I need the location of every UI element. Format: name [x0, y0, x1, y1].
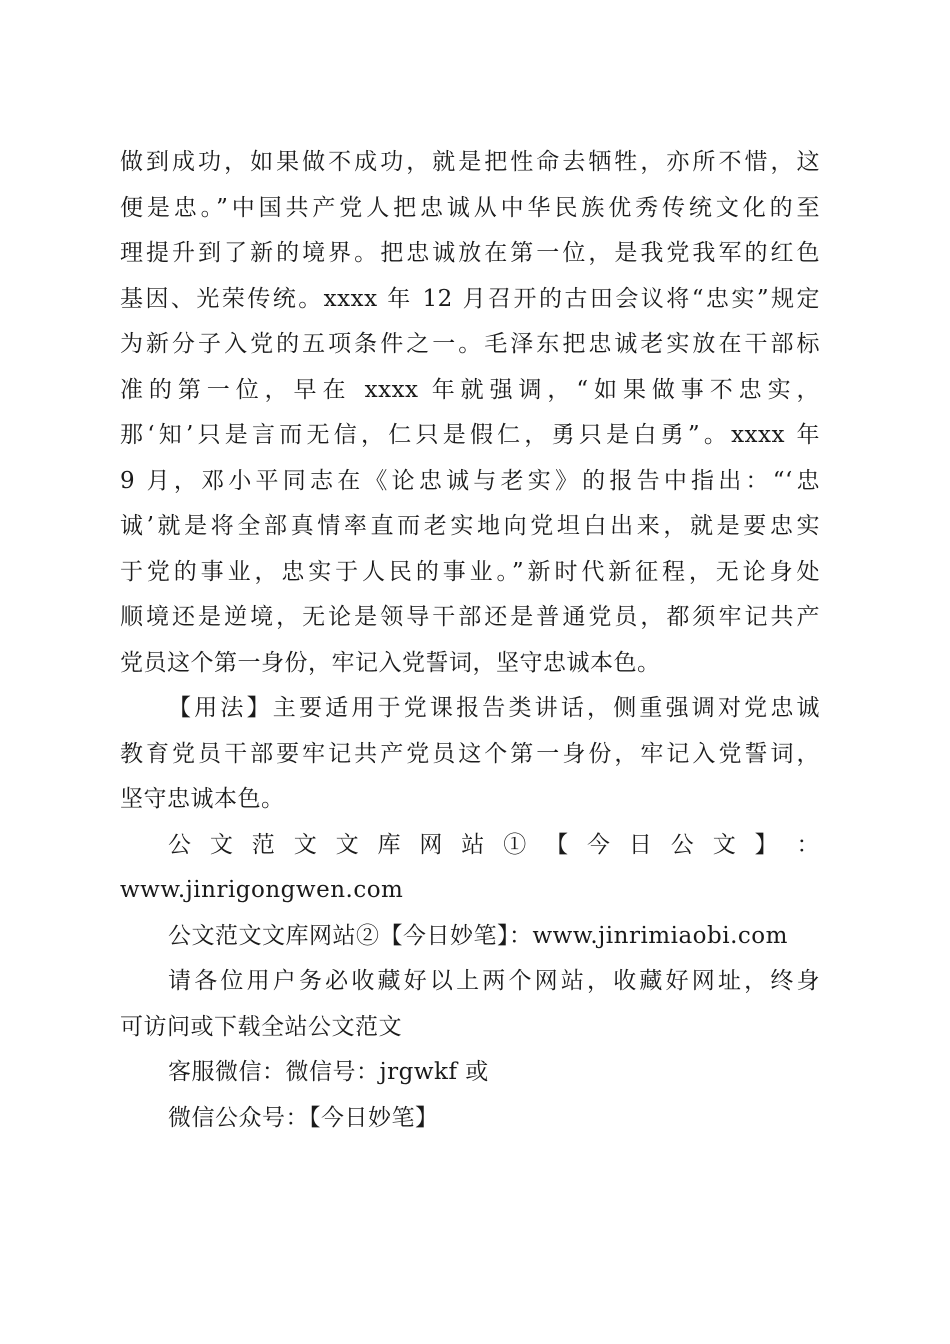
- wechat-line: 客服微信：微信号：jrgwkf 或: [168, 1059, 489, 1085]
- footer-promo: [120, 823, 820, 1142]
- paragraph-line: 为新分子入党的五项条件之一。毛泽东把忠诚老实放在干部标: [120, 331, 820, 357]
- paragraph-line: 做到成功，如果做不成功，就是把性命去牺牲，亦所不惜，这: [120, 149, 820, 175]
- paragraph-line: 教育党员干部要牢记共产党员这个第一身份，牢记入党誓词，: [120, 740, 820, 767]
- paragraph-line: 那‘知’只是言而无信，仁只是假仁，勇只是白勇”。xxxx 年: [120, 422, 820, 448]
- paragraph-line: 基因、光荣传统。xxxx 年 12 月召开的古田会议将“忠实”规定: [120, 285, 820, 312]
- paragraph-line: 理提升到了新的境界。把忠诚放在第一位，是我党我军的红色: [120, 240, 820, 266]
- document-body: [120, 140, 820, 1141]
- paragraph-loyalty: [120, 140, 820, 686]
- paragraph-line: 坚守忠诚本色。: [120, 786, 285, 812]
- site1-url: www.jinrigongwen.com: [120, 877, 404, 903]
- paragraph-line: 准的第一位，早在 xxxx 年就强调，“如果做事不忠实，: [120, 376, 820, 403]
- paragraph-line: 顺境还是逆境，无论是领导干部还是普通党员，都须牢记共产: [120, 604, 820, 630]
- notice-line: 可访问或下载全站公文范文: [120, 1013, 402, 1040]
- paragraph-line: 9 月，邓小平同志在《论忠诚与老实》的报告中指出：“‘忠: [120, 467, 820, 494]
- paragraph-line: 【用法】主要适用于党课报告类讲话，侧重强调对党忠诚: [168, 695, 820, 721]
- paragraph-usage: [120, 686, 820, 823]
- paragraph-line: 党员这个第一身份，牢记入党誓词，坚守忠诚本色。: [120, 649, 661, 676]
- paragraph-line: 于党的事业，忠实于人民的事业。”新时代新征程，无论身处: [120, 558, 820, 585]
- site2-line: 公文范文文库网站②【今日妙笔】：www.jinrimiaobi.com: [168, 922, 788, 949]
- official-account-line: 微信公众号：【今日妙笔】: [168, 1104, 439, 1131]
- paragraph-line: 诚’就是将全部真情率直而老实地向党坦白出来，就是要忠实: [120, 513, 820, 539]
- paragraph-line: 便是忠。”中国共产党人把忠诚从中华民族优秀传统文化的至: [120, 194, 820, 221]
- notice-line: 请各位用户务必收藏好以上两个网站，收藏好网址，终身: [168, 968, 820, 994]
- site1-label: 公 文 范 文 文 库 网 站 ① 【 今 日 公 文 】 ：: [168, 831, 820, 858]
